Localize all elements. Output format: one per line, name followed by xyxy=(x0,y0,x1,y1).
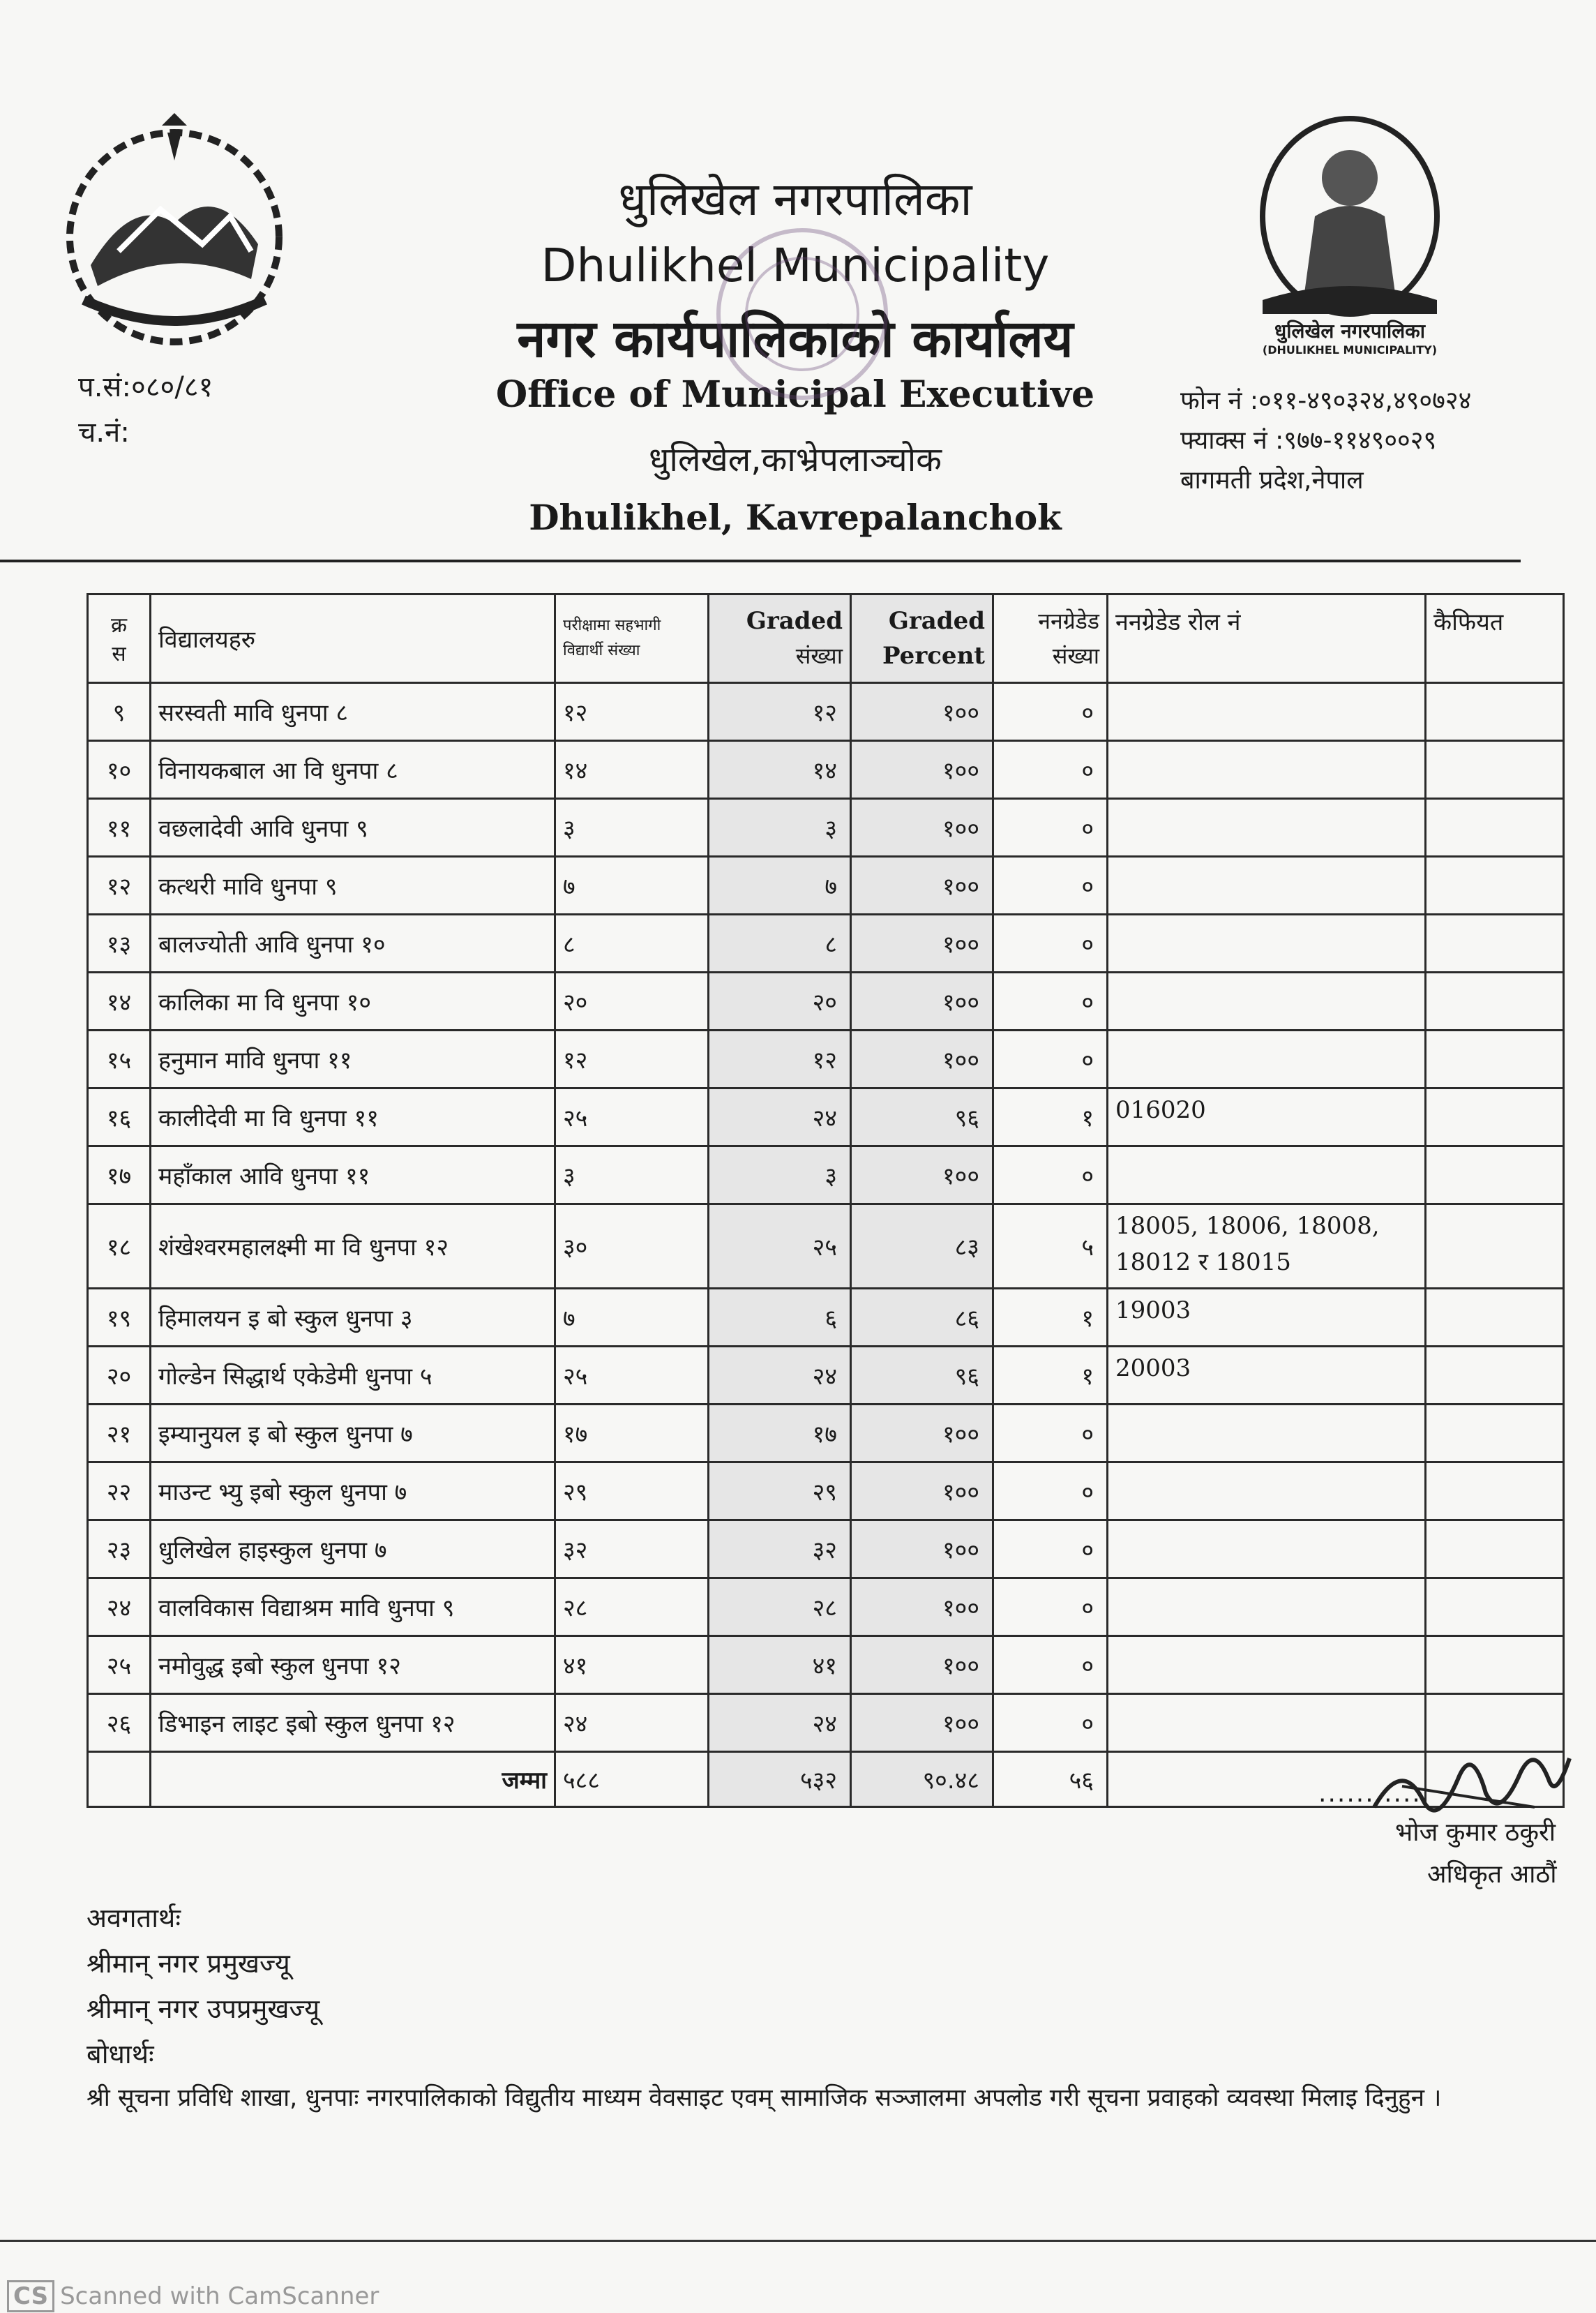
row-nongraded-rolls: 19003 xyxy=(1108,1289,1426,1347)
bottom-rule xyxy=(0,2240,1596,2242)
row-participants: २५ xyxy=(555,1088,709,1146)
row-graded-count: ३ xyxy=(709,1146,851,1204)
action-text: श्री सूचना प्रविधि शाखा, धुनपाः नगरपालिकाको विद्युतीय माध्यम वेवसाइट एवम् सामाजिक सञ्जालमा अपलोड गरी सूचना प्रवाहको व्यवस्था मिलाइ दिनुहुन । xyxy=(86,2084,1442,2112)
row-remarks xyxy=(1426,683,1564,741)
header-graded-count xyxy=(709,594,851,683)
header-nongraded-line1: ननग्रेडेड xyxy=(1038,608,1099,634)
header-participants xyxy=(555,594,709,683)
row-graded-count: ४१ xyxy=(709,1636,851,1694)
signature-dots: ........... xyxy=(1318,1779,1422,1808)
row-graded-count: २४ xyxy=(709,1694,851,1752)
info-label: अवगतार्थः xyxy=(86,1903,181,1933)
municipality-name-en: Dhulikhel Municipality xyxy=(541,239,1050,292)
row-serial: १३ xyxy=(88,915,151,973)
office-name-np: नगर कार्यपालिकाको कार्यालय xyxy=(517,309,1074,369)
dispatch-number: च.नं: xyxy=(78,417,130,449)
header-nongraded-roll: ननग्रेडेड रोल नं xyxy=(1108,594,1426,683)
row-serial: २५ xyxy=(88,1636,151,1694)
header-serial-top: क्र xyxy=(110,613,128,638)
row-school: डिभाइन लाइट इबो स्कुल धुनपा १२ xyxy=(151,1694,555,1752)
fax-number: फ्याक्स नं :९७७-११४९००२९ xyxy=(1180,426,1437,455)
table-row xyxy=(88,1520,1564,1578)
reference-number: प.सं:०८०/८१ xyxy=(78,371,213,403)
row-school: वालविकास विद्याश्रम मावि धुनपा ९ xyxy=(151,1578,555,1636)
row-remarks xyxy=(1426,857,1564,915)
header-graded-count-line2: संख्या xyxy=(795,643,843,669)
row-graded-count: ३२ xyxy=(709,1520,851,1578)
row-graded-percent: १०० xyxy=(851,1405,993,1462)
info-recipient-2: श्रीमान् नगर उपप्रमुखज्यू xyxy=(86,1993,320,2024)
row-serial: १८ xyxy=(88,1204,151,1289)
header-graded-percent-line2: Percent xyxy=(882,642,985,670)
row-nongraded-count: ० xyxy=(993,683,1108,741)
header-participants-line1: परीक्षामा सहभागी xyxy=(563,617,661,634)
office-stamp-icon xyxy=(698,209,907,419)
table-row xyxy=(88,973,1564,1031)
table-row xyxy=(88,799,1564,857)
row-nongraded-rolls xyxy=(1108,1405,1426,1462)
row-serial: १२ xyxy=(88,857,151,915)
row-nongraded-count: ० xyxy=(993,1520,1108,1578)
row-school: कालीदेवी मा वि धुनपा ११ xyxy=(151,1088,555,1146)
row-graded-percent: १०० xyxy=(851,1146,993,1204)
row-graded-count: ६ xyxy=(709,1289,851,1347)
row-participants: ३२ xyxy=(555,1520,709,1578)
row-nongraded-count: ० xyxy=(993,915,1108,973)
signatory-name: भोज कुमार ठकुरी xyxy=(1395,1818,1556,1847)
row-nongraded-rolls xyxy=(1108,1146,1426,1204)
table-row xyxy=(88,741,1564,799)
row-nongraded-count: ० xyxy=(993,741,1108,799)
row-participants: १७ xyxy=(555,1405,709,1462)
row-nongraded-count: ५ xyxy=(993,1204,1108,1289)
row-participants: ३० xyxy=(555,1204,709,1289)
row-nongraded-count: ० xyxy=(993,1146,1108,1204)
table-row xyxy=(88,1694,1564,1752)
row-graded-count: ७ xyxy=(709,857,851,915)
row-nongraded-count: ० xyxy=(993,1405,1108,1462)
row-graded-count: २० xyxy=(709,973,851,1031)
results-table xyxy=(86,593,1565,1808)
row-nongraded-count: १ xyxy=(993,1088,1108,1146)
row-nongraded-rolls xyxy=(1108,741,1426,799)
table-row xyxy=(88,1146,1564,1204)
table-row xyxy=(88,857,1564,915)
signatory-title: अधिकृत आठौं xyxy=(1427,1860,1557,1889)
row-nongraded-rolls xyxy=(1108,683,1426,741)
row-participants: २४ xyxy=(555,1694,709,1752)
row-remarks xyxy=(1426,915,1564,973)
row-nongraded-rolls: 18005, 18006, 18008, 18012 र 18015 xyxy=(1108,1204,1426,1289)
row-serial: १० xyxy=(88,741,151,799)
row-remarks xyxy=(1426,1462,1564,1520)
row-participants: १२ xyxy=(555,1031,709,1088)
row-nongraded-count: ० xyxy=(993,1694,1108,1752)
row-school: बालज्योती आवि धुनपा १० xyxy=(151,915,555,973)
row-graded-percent: १०० xyxy=(851,683,993,741)
row-remarks xyxy=(1426,1146,1564,1204)
row-school: माउन्ट भ्यु इबो स्कुल धुनपा ७ xyxy=(151,1462,555,1520)
row-school: नमोवुद्ध इबो स्कुल धुनपा १२ xyxy=(151,1636,555,1694)
row-nongraded-count: ० xyxy=(993,1462,1108,1520)
header-graded-count-line1: Graded xyxy=(746,607,843,635)
province-name: बागमती प्रदेश,नेपाल xyxy=(1180,466,1364,495)
row-nongraded-rolls xyxy=(1108,973,1426,1031)
row-graded-count: १२ xyxy=(709,683,851,741)
row-participants: २० xyxy=(555,973,709,1031)
action-label: बोधार्थः xyxy=(86,2039,154,2069)
row-graded-count: १२ xyxy=(709,1031,851,1088)
row-graded-count: ८ xyxy=(709,915,851,973)
row-school: वछलादेवी आवि धुनपा ९ xyxy=(151,799,555,857)
row-participants: ८ xyxy=(555,915,709,973)
row-graded-percent: १०० xyxy=(851,915,993,973)
table-header-row xyxy=(88,594,1564,683)
row-nongraded-count: १ xyxy=(993,1347,1108,1405)
row-remarks xyxy=(1426,1204,1564,1289)
row-participants: २८ xyxy=(555,1578,709,1636)
total-empty xyxy=(88,1752,151,1807)
row-graded-percent: १०० xyxy=(851,1462,993,1520)
row-school: हनुमान मावि धुनपा ११ xyxy=(151,1031,555,1088)
row-serial: २३ xyxy=(88,1520,151,1578)
row-graded-percent: १०० xyxy=(851,1578,993,1636)
row-nongraded-rolls: 20003 xyxy=(1108,1347,1426,1405)
total-label: जम्मा xyxy=(151,1752,555,1807)
row-remarks xyxy=(1426,1578,1564,1636)
row-participants: ४१ xyxy=(555,1636,709,1694)
row-nongraded-rolls xyxy=(1108,1462,1426,1520)
table-row xyxy=(88,1347,1564,1405)
row-graded-count: २८ xyxy=(709,1578,851,1636)
scanner-watermark xyxy=(7,2280,379,2312)
info-recipient-1: श्रीमान् नगर प्रमुखज्यू xyxy=(86,1948,290,1979)
table-row xyxy=(88,1578,1564,1636)
row-serial: १५ xyxy=(88,1031,151,1088)
total-graded: ५३२ xyxy=(709,1752,851,1807)
row-graded-percent: ८३ xyxy=(851,1204,993,1289)
phone-number: फोन नं :०११-४९०३२४,४९०७२४ xyxy=(1180,387,1472,415)
table-row xyxy=(88,1636,1564,1694)
row-remarks xyxy=(1426,741,1564,799)
row-school: धुलिखेल हाइस्कुल धुनपा ७ xyxy=(151,1520,555,1578)
row-participants: २५ xyxy=(555,1347,709,1405)
row-nongraded-count: ० xyxy=(993,973,1108,1031)
header-remarks: कैफियत xyxy=(1426,594,1564,683)
row-school: शंखेश्वरमहालक्ष्मी मा वि धुनपा १२ xyxy=(151,1204,555,1289)
row-participants: १४ xyxy=(555,741,709,799)
row-nongraded-count: ० xyxy=(993,799,1108,857)
row-school: कत्थरी मावि धुनपा ९ xyxy=(151,857,555,915)
row-school: इम्यानुयल इ बो स्कुल धुनपा ७ xyxy=(151,1405,555,1462)
table-row xyxy=(88,1031,1564,1088)
row-nongraded-rolls xyxy=(1108,1578,1426,1636)
table-row xyxy=(88,1088,1564,1146)
row-graded-count: २९ xyxy=(709,1462,851,1520)
row-remarks xyxy=(1426,1088,1564,1146)
row-remarks xyxy=(1426,1405,1564,1462)
nepal-emblem-icon xyxy=(42,105,307,370)
total-percent: ९०.४८ xyxy=(851,1752,993,1807)
table-row xyxy=(88,1405,1564,1462)
row-remarks xyxy=(1426,973,1564,1031)
table-row xyxy=(88,1289,1564,1347)
row-remarks xyxy=(1426,1031,1564,1088)
office-name-en: Office of Municipal Executive xyxy=(495,373,1095,416)
row-school: हिमालयन इ बो स्कुल धुनपा ३ xyxy=(151,1289,555,1347)
row-school: सरस्वती मावि धुनपा ८ xyxy=(151,683,555,741)
row-nongraded-count: ० xyxy=(993,1578,1108,1636)
row-graded-percent: १०० xyxy=(851,857,993,915)
row-nongraded-rolls xyxy=(1108,1636,1426,1694)
row-school: महाँकाल आवि धुनपा ११ xyxy=(151,1146,555,1204)
table-row xyxy=(88,915,1564,973)
row-participants: २९ xyxy=(555,1462,709,1520)
row-graded-percent: १०० xyxy=(851,1031,993,1088)
row-graded-percent: १०० xyxy=(851,799,993,857)
row-serial: १९ xyxy=(88,1289,151,1347)
row-nongraded-rolls xyxy=(1108,799,1426,857)
table-row xyxy=(88,1204,1564,1289)
row-serial: ९ xyxy=(88,683,151,741)
row-graded-percent: १०० xyxy=(851,1520,993,1578)
row-serial: २० xyxy=(88,1347,151,1405)
row-graded-percent: १०० xyxy=(851,1636,993,1694)
header-divider xyxy=(0,560,1521,562)
header-nongraded-line2: संख्या xyxy=(1052,643,1099,669)
scanner-badge: CS xyxy=(7,2280,54,2312)
header-school: विद्यालयहरु xyxy=(151,594,555,683)
row-serial: २४ xyxy=(88,1578,151,1636)
row-nongraded-rolls xyxy=(1108,1520,1426,1578)
total-nongraded: ५६ xyxy=(993,1752,1108,1807)
row-graded-count: २४ xyxy=(709,1088,851,1146)
row-graded-count: २४ xyxy=(709,1347,851,1405)
row-graded-count: १७ xyxy=(709,1405,851,1462)
table-row xyxy=(88,683,1564,741)
scanner-text: Scanned with CamScanner xyxy=(60,2282,379,2310)
row-serial: १७ xyxy=(88,1146,151,1204)
row-serial: २२ xyxy=(88,1462,151,1520)
row-graded-percent: ९६ xyxy=(851,1088,993,1146)
row-school: कालिका मा वि धुनपा १० xyxy=(151,973,555,1031)
row-remarks xyxy=(1426,1347,1564,1405)
table-body xyxy=(88,683,1564,1807)
row-serial: १४ xyxy=(88,973,151,1031)
row-school: गोल्डेन सिद्धार्थ एकेडेमी धुनपा ५ xyxy=(151,1347,555,1405)
row-serial: १६ xyxy=(88,1088,151,1146)
place-en: Dhulikhel, Kavrepalanchok xyxy=(529,497,1062,538)
row-graded-percent: १०० xyxy=(851,741,993,799)
row-nongraded-rolls xyxy=(1108,857,1426,915)
row-graded-count: ३ xyxy=(709,799,851,857)
row-graded-percent: १०० xyxy=(851,973,993,1031)
row-serial: ११ xyxy=(88,799,151,857)
row-graded-count: १४ xyxy=(709,741,851,799)
municipality-name-np: धुलिखेल नगरपालिका xyxy=(618,172,972,226)
row-nongraded-rolls xyxy=(1108,1031,1426,1088)
row-school: विनायकबाल आ वि धुनपा ८ xyxy=(151,741,555,799)
header-serial-bottom: स xyxy=(112,642,126,666)
row-graded-percent: १०० xyxy=(851,1694,993,1752)
row-graded-percent: ९६ xyxy=(851,1347,993,1405)
header-graded-percent xyxy=(851,594,993,683)
row-participants: १२ xyxy=(555,683,709,741)
row-remarks xyxy=(1426,1520,1564,1578)
row-serial: २१ xyxy=(88,1405,151,1462)
header-serial xyxy=(88,594,151,683)
table-row xyxy=(88,1462,1564,1520)
row-participants: ३ xyxy=(555,1146,709,1204)
row-remarks xyxy=(1426,1636,1564,1694)
logo-caption-np: धुलिखेल नगरपालिका xyxy=(1274,320,1425,343)
row-nongraded-count: ० xyxy=(993,1031,1108,1088)
row-serial: २६ xyxy=(88,1694,151,1752)
row-remarks xyxy=(1426,799,1564,857)
logo-caption-en: (DHULIKHEL MUNICIPALITY) xyxy=(1262,343,1438,357)
row-participants: ७ xyxy=(555,857,709,915)
row-participants: ७ xyxy=(555,1289,709,1347)
row-participants: ३ xyxy=(555,799,709,857)
row-nongraded-count: ० xyxy=(993,1636,1108,1694)
row-graded-count: २५ xyxy=(709,1204,851,1289)
place-np: धुलिखेल,काभ्रेपलाञ्चोक xyxy=(649,440,942,479)
header-nongraded xyxy=(993,594,1108,683)
row-nongraded-rolls xyxy=(1108,915,1426,973)
row-nongraded-count: १ xyxy=(993,1289,1108,1347)
header-graded-percent-line1: Graded xyxy=(888,607,985,635)
row-graded-percent: ८६ xyxy=(851,1289,993,1347)
row-remarks xyxy=(1426,1289,1564,1347)
row-nongraded-rolls: 016020 xyxy=(1108,1088,1426,1146)
total-participants: ५८८ xyxy=(555,1752,709,1807)
row-nongraded-count: ० xyxy=(993,857,1108,915)
header-participants-line2: विद्यार्थी संख्या xyxy=(563,642,640,659)
